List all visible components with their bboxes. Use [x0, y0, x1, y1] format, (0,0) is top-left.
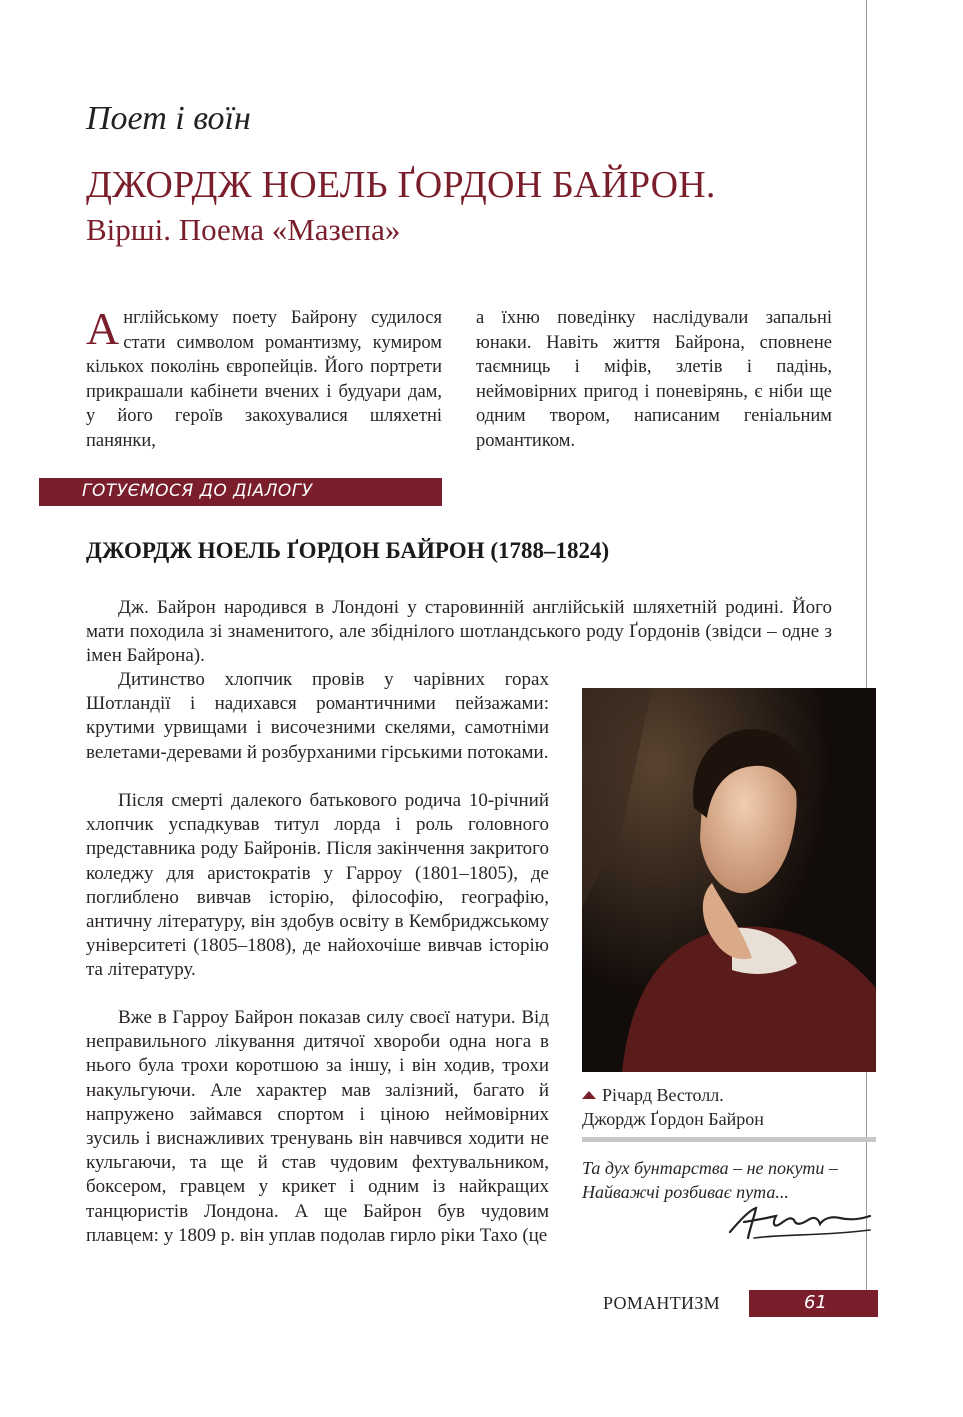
- dialog-section-label: ГОТУЄМОСЯ ДО ДІАЛОГУ: [82, 481, 313, 501]
- right-margin-rule: [866, 0, 867, 1300]
- paragraph-education: Після смерті далекого батькового родича 10-річний хлопчик успадкував титул лорда і роль головного представника роду Байронів. Після закінчення закритого коледжу для аристократів у Гарроу (1801–1805), де поглиблено вивчав історію, філософію, географію, античну літературу, він здобув освіту в Кембриджському університеті (1805–1808), де найохочіше вивчав історію та літературу.: [86, 790, 549, 981]
- caption-artist: Річард Вестолл.: [602, 1085, 724, 1105]
- drop-cap: А: [86, 303, 120, 354]
- paragraph-birth: Дж. Байрон народився в Лондоні у старовинній англійській шляхетній родині. Його мати походила зі знаменитого, але збіднілого шотландського роду Ґордонів (звідси – одне з імен Байрона).: [86, 597, 832, 667]
- quote-line-1: Та дух бунтарства – не покути –: [582, 1158, 838, 1178]
- footer-page-bar: [749, 1290, 878, 1317]
- epigraph-quote: [582, 1156, 838, 1204]
- footer-section-label: РОМАНТИЗМ: [603, 1293, 720, 1313]
- intro-right-column: а їхню поведінку наслідували запальні юнаки. Навіть життя Байрона, сповнене таємниць і міфів, злетів і падінь, неймовірних пригод і поневірянь, є ніби ще одним твором, написаним геніальним романтиком.: [476, 308, 832, 451]
- paragraph-character: Вже в Гарроу Байрон показав силу своєї натури. Від неправильного лікування дитячої хвороби одна нога в нього була трохи коротшою за іншу, і він ходив, трохи накульгуючи. Але характер мав залізний, багато й напружено займався спортом і ціною неймовірних зусиль і виснажливих тренувань він навчився ходити не кульгаючи, та ще й став чудовим фехтувальником, боксером, гравцем у крикет і одним із найкращих танцюристів Лондона. А ще Байрон був чудовим плавцем: у 1809 р. він уплав подолав гирло ріки Тахо (це: [86, 1007, 549, 1246]
- page-number: 61: [804, 1292, 827, 1313]
- intro-left-text: нглійському поету Байрону судилося стати символом романтизму, кумиром кількох поколінь європейців. Його портрети прикрашали кабінети вчених і будуари дам, у його героїв закохувалися шляхетні панянки,: [86, 308, 442, 451]
- chapter-kicker: Поет і воїн: [86, 100, 251, 137]
- paragraph-childhood: Дитинство хлопчик провів у чарівних горах Шотландії і надихався романтичними пейзажами: крутими урвищами і височезними скелями, самотніми велетами-деревами й розбурханими гірськими потоками.: [86, 669, 549, 763]
- byron-signature-image: [724, 1198, 876, 1249]
- dialog-section-bar: [39, 478, 442, 506]
- chapter-title: ДЖОРДЖ НОЕЛЬ ҐОРДОН БАЙРОН.: [86, 164, 716, 206]
- byron-portrait-image: [582, 688, 876, 1072]
- caption-subject: Джордж Ґордон Байрон: [582, 1109, 764, 1129]
- quote-divider: [582, 1137, 876, 1142]
- chapter-subtitle: Вірші. Поема «Мазепа»: [86, 212, 401, 247]
- portrait-caption: [582, 1083, 764, 1131]
- quote-line-2: Найважчі розбиває пута...: [582, 1182, 789, 1202]
- intro-left-column: [86, 303, 442, 453]
- caption-triangle-icon: [582, 1091, 596, 1099]
- section-heading: ДЖОРДЖ НОЕЛЬ ҐОРДОН БАЙРОН (1788–1824): [86, 538, 610, 563]
